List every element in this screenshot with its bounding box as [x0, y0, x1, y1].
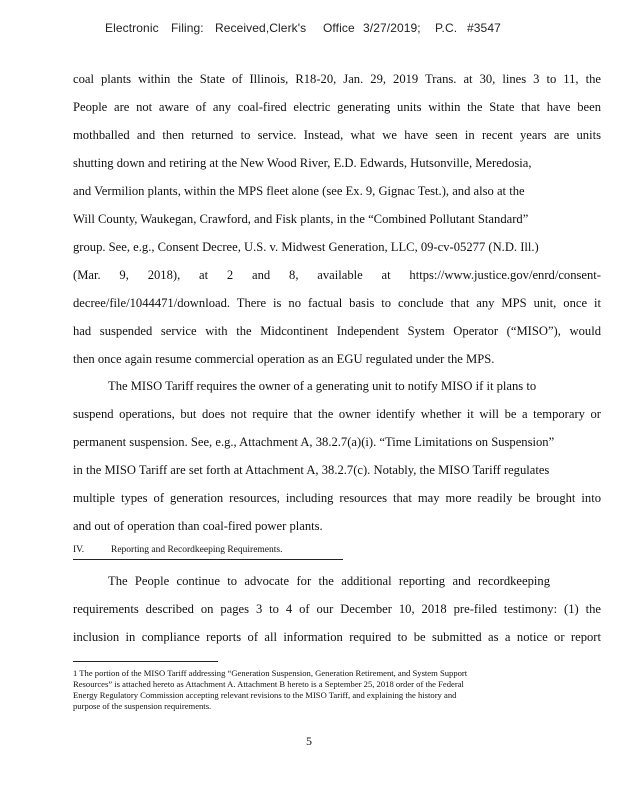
header-office: Office: [323, 21, 355, 35]
filing-header: [105, 21, 525, 39]
body-line: decree/file/1044471/download. There is no factual basis to conclude that any MPS unit, once it: [73, 296, 601, 310]
footnote-line: purpose of the suspension requirements.: [73, 701, 212, 711]
footnote-line: Resources” is attached hereto as Attachment A. Attachment B hereto is a September 25, 2018 order of the Federal: [73, 679, 464, 689]
section-heading: [73, 545, 343, 560]
body-line: The People continue to advocate for the additional reporting and recordkeeping: [108, 574, 550, 588]
body-line: (Mar. 9, 2018), at 2 and 8, available at https://www.justice.gov/enrd/consent-: [73, 268, 601, 282]
footnote-divider: [73, 661, 218, 662]
body-line: suspend operations, but does not require that the owner identify whether it will be a temporary or: [73, 407, 601, 421]
body-line: People are not aware of any coal-fired electric generating units within the State that have been: [73, 100, 601, 114]
body-line: requirements described on pages 3 to 4 of our December 10, 2018 pre-filed testimony: (1) the: [73, 602, 601, 616]
body-line: multiple types of generation resources, including resources that may more readily be brought into: [73, 491, 601, 505]
body-line: shutting down and retiring at the New Wood River, E.D. Edwards, Hutsonville, Meredosia,: [73, 156, 532, 170]
header-number: #3547: [467, 21, 501, 35]
header-date: 3/27/2019;: [363, 21, 421, 35]
body-line: coal plants within the State of Illinois, R18-20, Jan. 29, 2019 Trans. at 30, lines 3 to 11, the: [73, 72, 601, 86]
section-number: IV.: [73, 545, 85, 555]
header-pc: P.C.: [435, 21, 458, 35]
body-line: had suspended service with the Midcontinent Independent System Operator (“MISO”), would: [73, 324, 601, 338]
body-line: mothballed and then returned to service. Instead, what we have seen in recent years are units: [73, 128, 601, 142]
footnote-line: 1 The portion of the MISO Tariff addressing “Generation Suspension, Generation Retirement, and System Support: [73, 668, 468, 678]
body-line: Will County, Waukegan, Crawford, and Fisk plants, in the “Combined Pollutant Standard”: [73, 212, 529, 226]
body-line: and out of operation than coal-fired power plants.: [73, 519, 323, 533]
header-received: Received,Clerk's: [215, 21, 307, 35]
body-line: and Vermilion plants, within the MPS fleet alone (see Ex. 9, Gignac Test.), and also at the: [73, 184, 525, 198]
body-line: inclusion in compliance reports of all information required to be submitted as a notice or report: [73, 630, 601, 644]
body-line: group. See, e.g., Consent Decree, U.S. v. Midwest Generation, LLC, 09-cv-05277 (N.D. Ill.): [73, 240, 539, 254]
body-line: The MISO Tariff requires the owner of a generating unit to notify MISO if it plans to: [108, 379, 537, 393]
page-number: 5: [306, 734, 312, 748]
footnote-line: Energy Regulatory Commission accepting relevant revisions to the MISO Tariff, and explaining the history and: [73, 690, 457, 700]
header-filing: Filing:: [171, 21, 204, 35]
body-line: then once again resume commercial operation as an EGU regulated under the MPS.: [73, 352, 495, 366]
body-line: in the MISO Tariff are set forth at Attachment A, 38.2.7(c). Notably, the MISO Tariff regulates: [73, 463, 550, 477]
body-line: permanent suspension. See, e.g., Attachment A, 38.2.7(a)(i). “Time Limitations on Suspension”: [73, 435, 555, 449]
header-electronic: Electronic: [105, 21, 159, 35]
section-title: Reporting and Recordkeeping Requirements.: [111, 545, 283, 555]
